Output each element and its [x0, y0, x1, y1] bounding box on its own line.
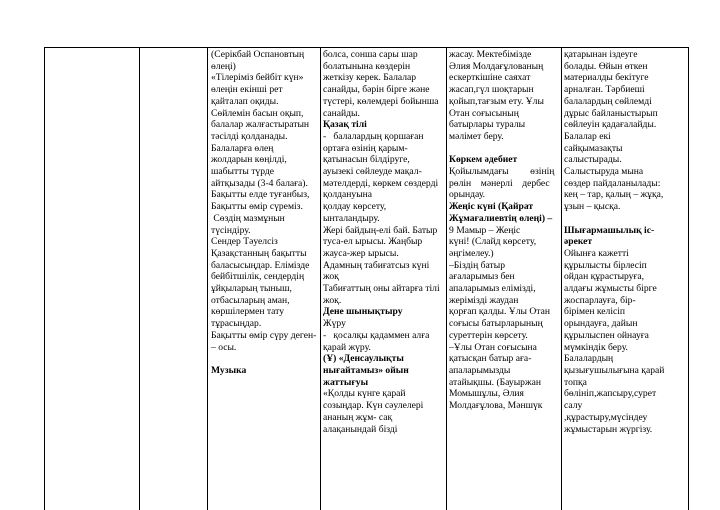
- text-line: баласысыңдар. Елімізде: [211, 259, 310, 271]
- text-line: ,құрастыру,мүсіндеу: [564, 411, 648, 423]
- text-line: қорғап қалды. Ұлы Отан: [449, 306, 550, 318]
- text-line: қызығушылығына қарай: [564, 364, 665, 376]
- text-line: алдағы жұмысты бірге: [564, 283, 657, 295]
- text-line: мәтелдерді, көркем сөздерді: [323, 177, 439, 189]
- text-line: салыстырады.: [564, 154, 622, 166]
- text-line: Сөздің мазмұнын: [211, 212, 285, 224]
- text-line: Жері байдың-елі бай. Батыр: [323, 224, 438, 236]
- text-line: апаларымыз елімізді,: [449, 283, 536, 295]
- text-line: дұрыс байланыстырып: [564, 107, 658, 119]
- text-line: құрылыспен ойнауға: [564, 329, 649, 341]
- text-line: [449, 143, 559, 155]
- text-line: балалардың сөйлемді: [564, 95, 652, 107]
- text-line: салу: [564, 400, 583, 412]
- text-line: жасау. Мектебімізде: [449, 49, 532, 60]
- text-line: арналған. Тәрбиеші: [564, 84, 645, 96]
- text-line: сөздер пайдаланылады:: [564, 177, 661, 189]
- text-line: созыңдар. Күн сәулелері: [323, 400, 424, 412]
- text-line: ынталандыру.: [323, 212, 380, 224]
- section-heading: әрекет: [564, 236, 593, 248]
- table-border-1: [44, 47, 45, 510]
- text-line: Бақытты елде туғанбыз,: [211, 189, 310, 201]
- text-line: ұйқыларың тыныш,: [211, 283, 292, 295]
- text-line: қайталап оқиды.: [211, 95, 279, 107]
- table-border-2: [139, 47, 140, 510]
- text-line: атайықшы. (Бауыржан: [449, 376, 541, 388]
- text-line: Молдағұлова, Мәншүк: [449, 400, 543, 412]
- text-line: Сөйлемін басын оқып,: [211, 107, 304, 119]
- text-line: шабытты түрде: [211, 166, 275, 178]
- text-line: Балалардың: [564, 353, 614, 365]
- text-line: Сендер Тәуелсіз: [211, 236, 278, 248]
- table-border-7: [688, 47, 689, 510]
- text-line: сөйлеуін қадағалайды.: [564, 119, 657, 131]
- text-line: жолдарын көңілді,: [211, 154, 287, 166]
- text-line: өлеңін екінші рет: [211, 84, 283, 96]
- table-cell-col1: [211, 49, 319, 377]
- text-line: әңгімелеу.): [449, 247, 494, 259]
- text-line: туса-ел ырысы. Жаңбыр: [323, 236, 423, 248]
- text-line: - қосалқы қадаммен алға: [323, 329, 430, 341]
- text-line: түсіндіру.: [211, 224, 251, 236]
- text-line: жұмыстарын жүргізу.: [564, 423, 653, 435]
- text-line: суреттерін көрсету.: [449, 329, 528, 341]
- text-line: мәлімет беру.: [449, 130, 504, 142]
- game-title: нығайтамыз» ойын: [323, 364, 409, 376]
- text-line: қолдануына: [323, 189, 373, 201]
- text-line: ағаларымыз бен: [449, 271, 515, 283]
- section-heading: Дене шынықтыру: [323, 306, 403, 318]
- text-line: Момышұлы, Әлия: [449, 388, 524, 400]
- text-line: жеткізу керек. Балалар: [323, 72, 417, 84]
- text-line: көршілермен тату: [211, 306, 285, 318]
- section-heading: Көркем әдебиет: [449, 154, 518, 166]
- text-line: күні! (Слайд көрсету,: [449, 236, 537, 248]
- text-line: рөлін мәнерлі дербес: [449, 177, 550, 189]
- section-heading: Қазақ тілі: [323, 119, 367, 131]
- section-heading: Шығармашылық іс-: [564, 224, 655, 236]
- text-line: батырлары туралы: [449, 119, 526, 131]
- text-line: жоқ: [323, 271, 339, 283]
- text-line: қойып,тағзым ету. Ұлы: [449, 95, 544, 107]
- text-line: алақанындай бізді: [323, 423, 398, 435]
- text-line: жасап,гүл шоқтарын: [449, 84, 534, 96]
- text-line: (Серікбай Оспановтың: [211, 49, 305, 60]
- text-line: мүмкіндік беру.: [564, 341, 628, 353]
- text-line: апаларымызды: [449, 364, 511, 376]
- text-line: балалар жалғастыратын: [211, 119, 310, 131]
- text-line: жауса-жер ырысы.: [323, 247, 399, 259]
- text-line: ойдан құрастыруға,: [564, 271, 645, 283]
- text-line: бірімен келісіп: [564, 306, 626, 318]
- text-line: – осы.: [211, 341, 237, 353]
- text-line: Ойынға кажетті: [564, 247, 629, 259]
- table-cell-col2: [323, 49, 445, 435]
- text-line: [211, 353, 319, 365]
- text-line: ауызекі сөйлеуде мақал-: [323, 166, 422, 178]
- text-line: құрылысты бірлесіп: [564, 259, 647, 271]
- text-line: айтқызады (3-4 балаға).: [211, 177, 308, 189]
- text-line: - балалардың қоршаған: [323, 130, 424, 142]
- text-line: жоқ.: [323, 294, 342, 306]
- text-line: Әлия Молдағұлованың: [449, 60, 544, 72]
- text-line: ескерткішіне саяхат: [449, 72, 531, 84]
- table-cell-col3: [449, 49, 559, 412]
- text-line: Адамның табиғатсыз күні: [323, 259, 430, 271]
- text-line: –Біздің батыр: [449, 259, 505, 271]
- table-border-3: [207, 47, 208, 510]
- text-line: орындауға, дайын: [564, 318, 638, 330]
- text-line: –Ұлы Отан соғысына: [449, 341, 537, 353]
- table-border-4: [320, 47, 321, 510]
- text-line: Балаларға өлең: [211, 142, 274, 154]
- text-line: Салыстыруда мына: [564, 166, 644, 178]
- text-line: «Тілеріміз бейбіт күн»: [211, 72, 304, 84]
- text-line: санайды.: [323, 107, 360, 119]
- text-line: өлеңі): [211, 60, 236, 72]
- text-line: Отан соғысының: [449, 107, 519, 119]
- text-line: қатысқан батыр аға-: [449, 353, 532, 365]
- text-line: орындау.: [449, 189, 486, 201]
- text-line: «Қолды күнге қарай: [323, 388, 406, 400]
- text-line: ұзын – қысқа.: [564, 201, 621, 213]
- text-line: соғысы батырларының: [449, 318, 543, 330]
- topic-title: Жеңіс күні (Қайрат: [449, 201, 534, 213]
- text-line: қолдау көрсету,: [323, 201, 387, 213]
- table-border-5: [446, 47, 447, 510]
- text-line: Қазақстанның бақытты: [211, 247, 307, 259]
- text-line: ананың жұм- сақ: [323, 411, 393, 423]
- table-border-6: [561, 47, 562, 510]
- text-line: [564, 213, 686, 225]
- text-line: ортаға өзінің қарым-: [323, 142, 408, 154]
- text-line: Бақытты өмір сүреміз.: [211, 201, 303, 213]
- text-line: қарай жүру.: [323, 341, 371, 353]
- table-top-border: [44, 47, 688, 48]
- text-line: санайды, бәрін бірге және: [323, 84, 430, 96]
- text-line: бейбітшілік, сендердің: [211, 271, 305, 283]
- text-line: тұрасыңдар.: [211, 318, 262, 330]
- text-line: жоспарлауға, бір-: [564, 294, 636, 306]
- text-line: Қойылымдағы өзінің: [449, 166, 555, 178]
- text-line: Бақытты өмір сүру деген-: [211, 329, 317, 341]
- topic-title: Жұмағалиевтің өлеңі) –: [449, 212, 553, 224]
- text-line: болатынына көздерін: [323, 60, 411, 72]
- section-heading: Музыка: [211, 364, 247, 376]
- text-line: қатынасын білдіруге,: [323, 154, 410, 166]
- text-line: отбасыларың аман,: [211, 294, 290, 306]
- game-title: жаттығуы: [323, 376, 369, 388]
- text-line: Табиғаттың оны айтарға тілі: [323, 283, 440, 295]
- text-line: қатарынан іздеуге: [564, 49, 638, 60]
- text-line: Жүру: [323, 318, 346, 330]
- text-line: болса, сонша сары шар: [323, 49, 418, 60]
- text-line: 9 Мамыр – Жеңіс: [449, 224, 521, 236]
- text-line: сайқымазақты: [564, 142, 623, 154]
- text-line: жерімізді жаудан: [449, 294, 519, 306]
- text-line: тәсілді қолданады.: [211, 130, 288, 142]
- text-line: болады. Өйын өткен: [564, 60, 648, 72]
- text-line: бөлініп,жапсыру,сурет: [564, 388, 657, 400]
- text-line: топқа: [564, 376, 587, 388]
- table-cell-col4: [564, 49, 686, 435]
- text-line: материалды бекітуге: [564, 72, 649, 84]
- text-line: Балалар екі: [564, 130, 611, 142]
- text-line: түстері, көлемдері бойынша: [323, 95, 439, 107]
- game-title: (Ұ) «Денсаулықты: [323, 353, 404, 365]
- text-line: кең – тар, қалың – жұқа,: [564, 189, 664, 201]
